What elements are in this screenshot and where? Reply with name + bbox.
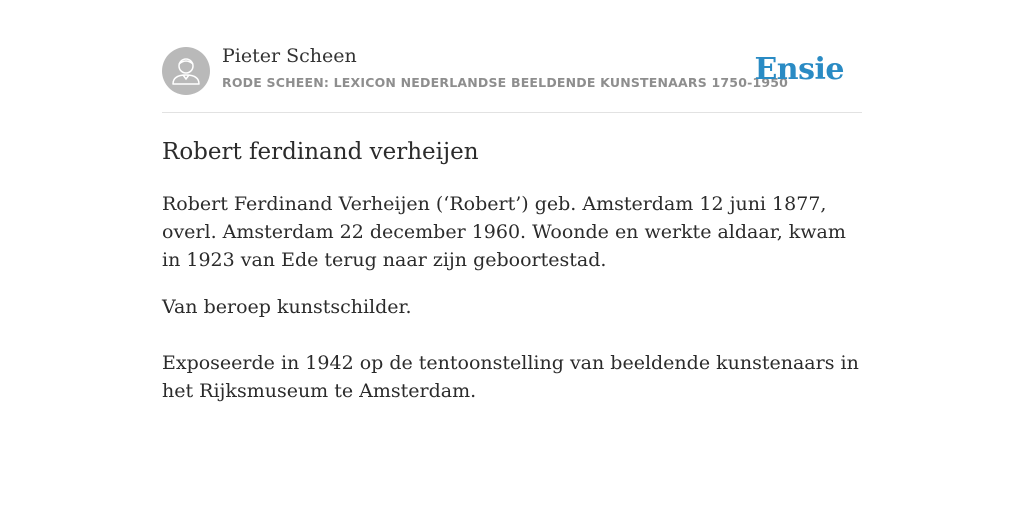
author-name[interactable]: Pieter Scheen	[222, 45, 357, 67]
article-title: Robert ferdinand verheijen	[162, 139, 479, 165]
user-avatar-icon[interactable]	[162, 47, 210, 95]
article-paragraph: Robert Ferdinand Verheijen (‘Robert’) geb. Amsterdam 12 juni 1877, overl. Amsterdam 22 december 1960. Woonde en werkte aldaar, kwam in 1923 van Ede terug naar zijn geboortestad.	[162, 193, 846, 271]
article-paragraph: Van beroep kunstschilder.	[162, 296, 412, 318]
source-title[interactable]: RODE SCHEEN: LEXICON NEDERLANDSE BEELDENDE KUNSTENAARS 1750-1950	[222, 75, 789, 90]
article-card	[162, 0, 862, 402]
user-outline-icon	[162, 47, 210, 95]
article-body	[162, 190, 862, 405]
article-header	[162, 0, 862, 113]
article-paragraph: Exposeerde in 1942 op de tentoonstelling van beeldende kunstenaars in het Rijksmuseum te Amsterdam.	[162, 352, 859, 402]
ensie-logo[interactable]: Ensie	[754, 52, 844, 87]
